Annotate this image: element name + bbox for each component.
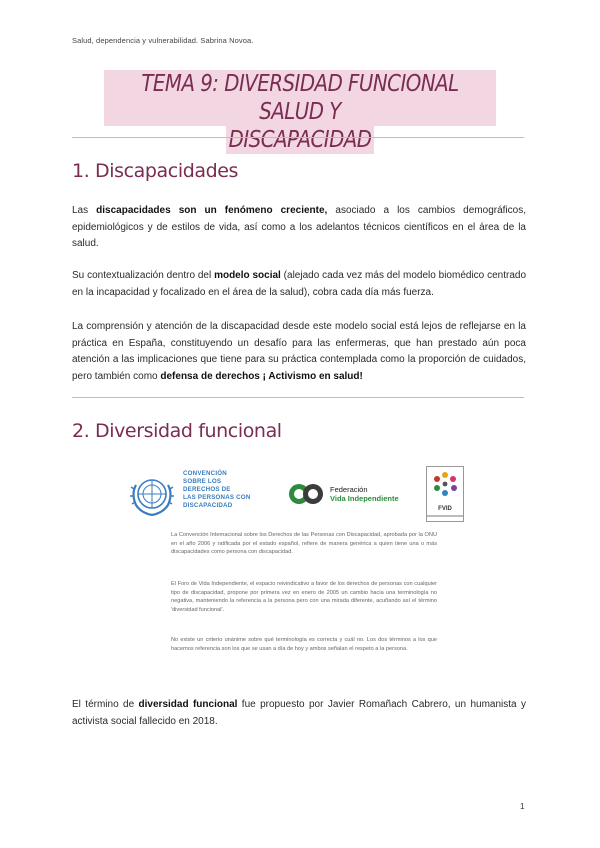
paragraph-3: La comprensión y atención de la discapacidad desde este modelo social está lejos de reflejarse en la práctica en España, constituyendo un desafío para las enfermeras, que han prestado aún poca atención a las implicaciones que tiene para su práctica contemplada como la proporción de cuidados, pero también como defensa de derechos ¡ Activismo en salud! <box>72 321 526 382</box>
emphasis: defensa de derechos ¡ Activismo en salud! <box>160 370 363 382</box>
fvid-logo: FVID <box>426 466 464 522</box>
section-heading-1: 1. Discapacidades <box>72 160 239 182</box>
fvid-caption-bar <box>427 515 463 517</box>
quote-paragraph-1: La Convención Internacional sobre los Derechos de las Personas con Discapacidad, aprobada por la ONU en el año 2006 y ratificada por el estado español, refiere de manera genérica a quien tiene una o más discapacidades como persona con discapacidad. <box>171 532 437 556</box>
emphasis: discapacidades son un fenómeno creciente, <box>96 205 328 216</box>
paragraph-2: Su contextualización dentro del modelo social (alejado cada vez más del modelo biomédico centrado en la incapacidad y focalizado en el área de la salud), cobra cada día más fuerza. <box>72 270 526 298</box>
page-title <box>72 70 528 154</box>
fvid-petals-icon <box>427 467 463 503</box>
un-convention-text: CONVENCIÓN SOBRE LOS DERECHOS DE LAS PERSONAS CON DISCAPACIDAD <box>183 470 251 509</box>
divider <box>72 137 524 138</box>
quote-paragraph-2: El Foro de Vida Independiente, el espacio reivindicativo a favor de los derechos de personas con cualquier tipo de discapacidad, propone por primera vez en enero de 2005 un cambio hacia una terminología no negativa, manteniendo la referencia a la persona pero con una mirada diferente, acuñando así el término 'diversidad funcional'. <box>171 581 437 613</box>
paragraph-4: El término de diversidad funcional fue propuesto por Javier Romañach Cabrero, un humanista y activista social fallecido en 2018. <box>72 699 526 727</box>
un-emblem-icon <box>127 469 177 519</box>
logos-strip <box>72 466 526 526</box>
title-line-2: DISCAPACIDAD <box>226 126 374 154</box>
fvi-text: Federación Vida Independiente <box>330 485 399 503</box>
paragraph-1: Las discapacidades son un fenómeno creciente, asociado a los cambios demográficos, epidemiológicos y de estilos de vida, así como a los adelantos técnicos científicos en el área de la salud. <box>72 205 526 249</box>
quote-paragraph-3: No existe un criterio unánime sobre qué terminología es correcta y cuál no. Los dos términos a los que hacemos referencia son los que se usan a día de hoy y ambos señalan el respeto a la persona. <box>171 637 437 652</box>
emphasis: modelo social <box>214 270 281 281</box>
page-number: 1 <box>520 802 525 811</box>
running-header: Salud, dependencia y vulnerabilidad. Sabrina Novoa. <box>72 36 254 45</box>
title-line-1: TEMA 9: DIVERSIDAD FUNCIONAL SALUD Y <box>104 70 496 126</box>
divider <box>72 397 524 398</box>
section-heading-2: 2. Diversidad funcional <box>72 420 282 442</box>
fvi-logo-icon <box>288 480 324 508</box>
emphasis: diversidad funcional <box>138 699 238 710</box>
